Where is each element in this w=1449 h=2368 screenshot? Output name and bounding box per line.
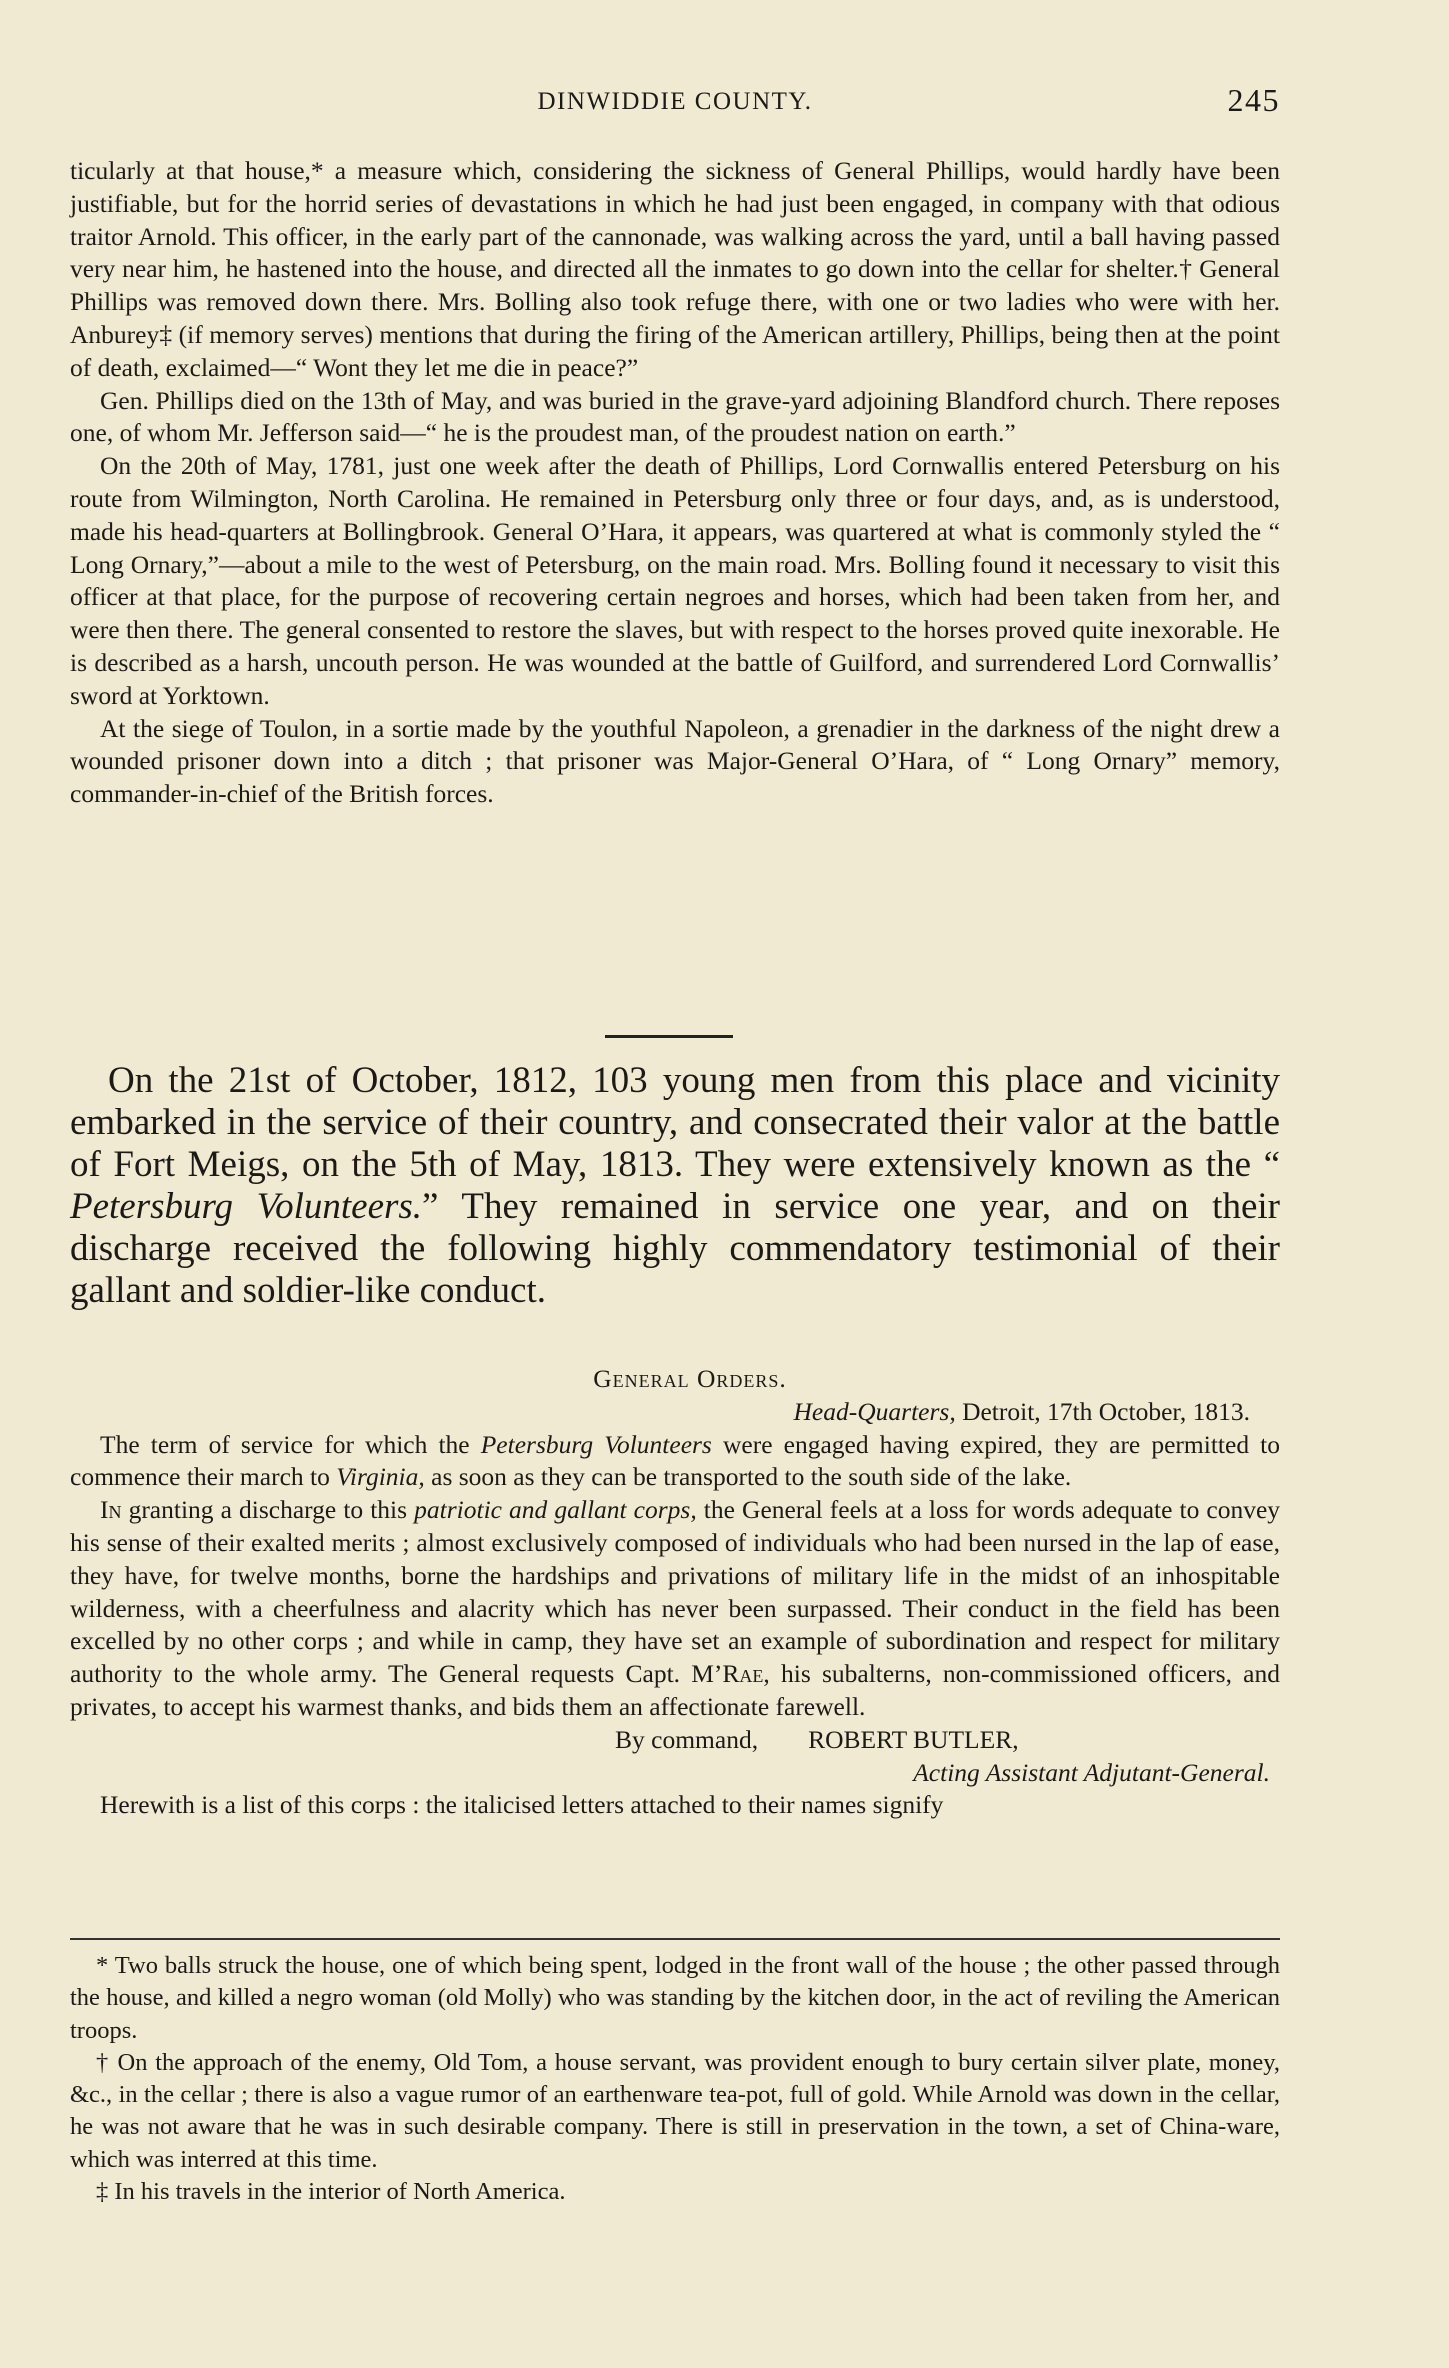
paragraph: ticularly at that house,* a measure which, considering the sickness of General Phillips, would hardly have been justifiable, but for the horrid series of devastations in which he had just been engaged, in company with that odious traitor Arnold. This officer, in the early part of the cannonade, was walking across the yard, until a ball having passed very near him, he hastened into the house, and directed all the inmates to go down into the cellar for shelter.† General Phillips was removed down there. Mrs. Bolling also took refuge there, with one or two ladies who were with her. Anburey‡ (if memory serves) mentions that during the firing of the American artillery, Phillips, being then at the point of death, exclaimed—“ Wont they let me die in peace?” bbox=[70, 156, 1280, 382]
italic-run: Head-Quarters, bbox=[793, 1396, 956, 1426]
text-run: The term of service for which the bbox=[100, 1429, 481, 1459]
smallcaps-run: M’Rae bbox=[691, 1659, 764, 1689]
running-header bbox=[70, 82, 1280, 128]
footnote: † On the approach of the enemy, Old Tom, a house servant, was provident enough to bury certain silver plate, money, &c., in the cellar ; there is also a vague rumor of an earthenware tea-pot, full of gold. While Arnold was down in the cellar, he was not aware that he was in such desirable company. There is still in preservation in the town, a set of China-ware, which was interred at this time. bbox=[70, 2048, 1280, 2173]
paragraph: On the 20th of May, 1781, just one week after the death of Phillips, Lord Cornwallis entered Petersburg on his route from Wilmington, North Carolina. He remained in Petersburg only three or four days, and, as is understood, made his head-quarters at Bollingbrook. General O’Hara, it appears, was quartered at what is commonly styled the “ Long Ornary,”—about a mile to the west of Petersburg, on the main road. Mrs. Bolling found it necessary to visit this officer at that place, for the purpose of recovering certain negroes and horses, which had been taken from her, and were then there. The general consented to restore the slaves, but with respect to the horses proved quite inexorable. He is described as a harsh, uncouth person. He was wounded at the battle of Guilford, and surrendered Lord Cornwallis’ sword at Yorktown. bbox=[70, 451, 1280, 710]
signature-line bbox=[70, 1724, 1280, 1757]
text-run: ” They remained in service one year, and on their discharge received the following highly commendatory testimonial of their gallant and soldier-like conduct. bbox=[70, 1186, 1280, 1311]
smallcaps-run: In bbox=[100, 1495, 122, 1525]
text-run: On the 21st of October, 1812, 103 young men from this place and vicinity embarked in the service of their country, and consecrated their valor at the battle of Fort Meigs, on the 5th of May, 1813. They were extensively known as the “ bbox=[70, 1060, 1280, 1185]
text-run: granting a discharge to this bbox=[121, 1495, 415, 1525]
main-text bbox=[70, 155, 1280, 811]
text-run: Detroit, 17th October, 1813. bbox=[955, 1396, 1250, 1426]
italic-run: Petersburg Volunteers. bbox=[70, 1186, 423, 1227]
paragraph: At the siege of Toulon, in a sortie made by the youthful Napoleon, a grenadier in the darkness of the night drew a wounded prisoner down into a ditch ; that prisoner was Major-General O’Hara, of “ Long Ornary” memory, commander-in-chief of the British forces. bbox=[70, 713, 1280, 809]
paragraph: Herewith is a list of this corps : the italicised letters attached to their names signify bbox=[100, 1790, 944, 1820]
section-divider bbox=[605, 1035, 733, 1038]
volunteers-intro bbox=[70, 1060, 1280, 1312]
italic-run: Virginia, bbox=[336, 1462, 425, 1492]
italic-run: patriotic and gallant corps, bbox=[414, 1495, 697, 1525]
signer-title: Acting Assistant Adjutant-General. bbox=[913, 1757, 1270, 1787]
orders-dateline bbox=[70, 1396, 1280, 1429]
paragraph bbox=[70, 1060, 1280, 1312]
footnote: * Two balls struck the house, one of which being spent, lodged in the front wall of the house ; the other passed through the house, and killed a negro woman (old Molly) who was standing by the kitchen door, in the act of reviling the American troops. bbox=[70, 1952, 1280, 2044]
text-run: , his subalterns, non-commissioned officers, and privates, to accept his warmest thanks, and bids them an affectionate farewell. bbox=[70, 1659, 1280, 1721]
footnote: ‡ In his travels in the interior of North America. bbox=[96, 2178, 566, 2206]
paragraph: Gen. Phillips died on the 13th of May, and was buried in the grave-yard adjoining Blandford church. There reposes one, of whom Mr. Jefferson said—“ he is the proudest man, of the proudest nation on earth.” bbox=[70, 385, 1280, 448]
footnotes bbox=[70, 1950, 1280, 2208]
paragraph bbox=[70, 1494, 1280, 1724]
text-run: the General feels at a loss for words adequate to convey his sense of their exalted merits ; almost exclusively composed of individuals who had been nursed in the lap of ease, they have, for twelve months, borne the hardships and privations of military life in the midst of an inhospitable wilderness, with a cheerfulness and alacrity which has never been surpassed. Their conduct in the field has been excelled by no other corps ; and while in camp, they have set an example of subordination and respect for military authority to the whole army. The General requests Capt. bbox=[70, 1495, 1281, 1689]
general-orders bbox=[70, 1363, 1280, 1822]
paragraph bbox=[70, 1429, 1280, 1495]
page-number: 245 bbox=[1227, 82, 1280, 118]
footnote-rule bbox=[70, 1938, 1280, 1940]
signer-name: ROBERT BUTLER, bbox=[808, 1724, 1019, 1754]
by-command: By command, bbox=[615, 1724, 759, 1754]
running-title: DINWIDDIE COUNTY. bbox=[537, 88, 813, 115]
text-run: were engaged having expired, they are permitted to commence their march to bbox=[70, 1429, 1280, 1492]
text-run: as soon as they can be transported to the south side of the lake. bbox=[424, 1462, 1072, 1492]
italic-run: Petersburg Volunteers bbox=[480, 1429, 712, 1459]
orders-heading: General Orders. bbox=[593, 1364, 787, 1393]
